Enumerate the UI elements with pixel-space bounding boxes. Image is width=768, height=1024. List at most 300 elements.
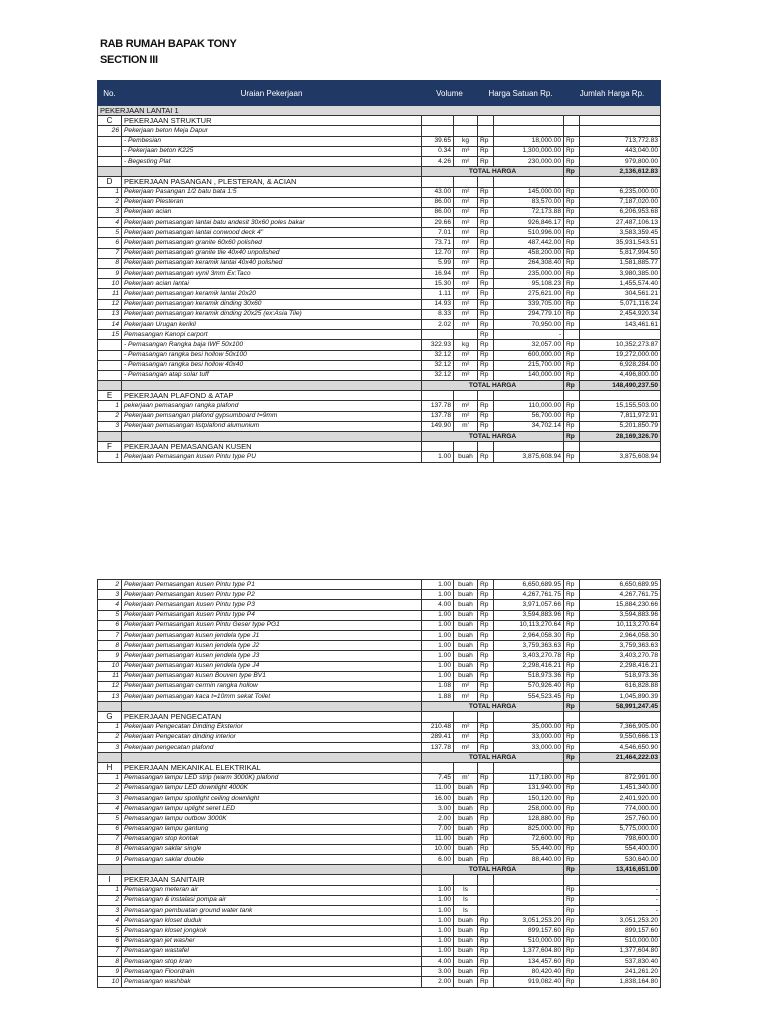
total-price-currency: Rp	[564, 671, 580, 681]
unit-price-currency	[478, 177, 494, 187]
total-price-currency: Rp	[564, 590, 580, 600]
item-unit	[454, 330, 478, 340]
total-price-currency: Rp	[564, 773, 580, 783]
total-price: 1,451,340.00	[580, 783, 661, 793]
unit-price: 117,180.00	[494, 773, 564, 783]
total-price: 537,830.40	[580, 956, 661, 966]
table-row	[98, 732, 661, 742]
item-description: - Pemasangan rangka besi hollow 40x40	[122, 360, 422, 370]
unit-price-currency	[478, 391, 494, 401]
total-price-currency: Rp	[564, 197, 580, 207]
total-value: 58,991,247.45	[580, 702, 661, 712]
item-description: Pekerjaan pemasangan keramik lantai 40x40 polished	[122, 258, 422, 268]
unit-price: 215,700.00	[494, 360, 564, 370]
unit-price-currency	[478, 126, 494, 136]
total-row	[98, 381, 661, 391]
unit-price-currency: Rp	[478, 248, 494, 258]
total-price-currency: Rp	[564, 350, 580, 360]
section-letter: D	[98, 177, 122, 187]
total-cell-no	[98, 432, 122, 442]
section-row	[98, 875, 661, 885]
total-price-currency: Rp	[564, 289, 580, 299]
total-price-currency: Rp	[564, 814, 580, 824]
item-unit: buah	[454, 630, 478, 640]
unit-price-currency: Rp	[478, 732, 494, 742]
item-unit	[454, 177, 478, 187]
item-volume: 1.00	[422, 895, 454, 905]
unit-price-currency: Rp	[478, 340, 494, 350]
item-description: Pemasangan lampu LED downlight 4000K	[122, 783, 422, 793]
total-price-currency: Rp	[564, 156, 580, 166]
item-unit: m²	[454, 238, 478, 248]
total-price: 2,401,920.00	[580, 793, 661, 803]
unit-price-currency: Rp	[478, 421, 494, 431]
table-row	[98, 401, 661, 411]
unit-price	[494, 875, 564, 885]
total-price-currency: Rp	[564, 238, 580, 248]
item-volume: 1.00	[422, 916, 454, 926]
item-volume: 1.08	[422, 681, 454, 691]
item-volume: 1.88	[422, 692, 454, 702]
column-header-no: No.	[98, 81, 122, 106]
unit-price: 3,403,270.78	[494, 651, 564, 661]
section-title: PEKERJAAN STRUKTUR	[122, 116, 422, 126]
item-number: 2	[98, 732, 122, 742]
item-unit: m²	[454, 309, 478, 319]
item-volume: 1.00	[422, 651, 454, 661]
item-volume: 15.30	[422, 279, 454, 289]
total-cell-blank	[122, 702, 422, 712]
item-unit: m²	[454, 299, 478, 309]
item-number: 8	[98, 844, 122, 854]
unit-price: 18,000.00	[494, 136, 564, 146]
total-price: 1,581,885.77	[580, 258, 661, 268]
total-price: 774,000.00	[580, 804, 661, 814]
item-description: Pekerjaan Pasangan 1/2 batu bata 1:5	[122, 187, 422, 197]
item-number: 5	[98, 926, 122, 936]
table-row	[98, 804, 661, 814]
table-row	[98, 834, 661, 844]
item-unit: buah	[454, 824, 478, 834]
unit-price-currency: Rp	[478, 350, 494, 360]
total-value: 148,490,237.50	[580, 381, 661, 391]
unit-price-currency	[478, 116, 494, 126]
total-label: TOTAL HARGA	[422, 702, 564, 712]
item-number	[98, 136, 122, 146]
total-row	[98, 702, 661, 712]
item-unit: m²	[454, 360, 478, 370]
total-price	[580, 391, 661, 401]
unit-price-currency: Rp	[478, 207, 494, 217]
table-row	[98, 187, 661, 197]
item-unit	[454, 126, 478, 136]
item-volume	[422, 875, 454, 885]
total-price-currency: Rp	[564, 279, 580, 289]
total-price: 899,157.60	[580, 926, 661, 936]
total-price-currency: Rp	[564, 630, 580, 640]
total-cell-no	[98, 865, 122, 875]
item-unit	[454, 712, 478, 722]
table-row	[98, 309, 661, 319]
unit-price: 131,940.00	[494, 783, 564, 793]
unit-price-currency: Rp	[478, 289, 494, 299]
item-number: 9	[98, 651, 122, 661]
item-volume: 16.94	[422, 269, 454, 279]
total-cell-no	[98, 381, 122, 391]
section-title: PEKERJAAN PASANGAN , PLESTERAN, & ACIAN	[122, 177, 422, 187]
unit-price-currency: Rp	[478, 956, 494, 966]
unit-price-currency: Rp	[478, 773, 494, 783]
item-number: 4	[98, 916, 122, 926]
total-price-currency	[564, 391, 580, 401]
unit-price-currency: Rp	[478, 136, 494, 146]
item-description: Pemasangan Floordrain	[122, 967, 422, 977]
unit-price: 70,950.00	[494, 319, 564, 329]
unit-price	[494, 906, 564, 916]
total-price	[580, 712, 661, 722]
item-description: Pemasangan pembuatan ground water tank	[122, 906, 422, 916]
item-number: 7	[98, 630, 122, 640]
total-price-currency: Rp	[564, 743, 580, 753]
item-description: Pekerjaan pemasangan kusen jendela type J4	[122, 661, 422, 671]
unit-price-currency	[478, 712, 494, 722]
unit-price-currency: Rp	[478, 967, 494, 977]
total-price: 143,461.61	[580, 319, 661, 329]
item-unit: m²	[454, 692, 478, 702]
item-volume	[422, 330, 454, 340]
unit-price-currency: Rp	[478, 279, 494, 289]
total-price-currency: Rp	[564, 248, 580, 258]
item-unit: buah	[454, 620, 478, 630]
item-volume: 137.78	[422, 411, 454, 421]
item-number: 1	[98, 722, 122, 732]
item-description: Pekerjaan pemasangan keramik lantai 20x20	[122, 289, 422, 299]
item-number: 4	[98, 804, 122, 814]
item-volume: 2.00	[422, 977, 454, 987]
unit-price	[494, 885, 564, 895]
total-price-currency: Rp	[564, 187, 580, 197]
total-price: 7,187,020.00	[580, 197, 661, 207]
total-price: 15,884,230.66	[580, 600, 661, 610]
item-unit: m²	[454, 411, 478, 421]
unit-price-currency: Rp	[478, 600, 494, 610]
item-volume: 12.70	[422, 248, 454, 258]
item-description: Pekerjaan Pemasangan kusen Pintu type PU	[122, 452, 422, 462]
item-number: 7	[98, 248, 122, 258]
unit-price-currency: Rp	[478, 630, 494, 640]
item-volume	[422, 116, 454, 126]
item-volume: 86.00	[422, 197, 454, 207]
total-cell-no	[98, 167, 122, 177]
item-volume: 149.90	[422, 421, 454, 431]
item-description: Pekerjaan pemasangan kaca t=10mm sekat Toilet	[122, 692, 422, 702]
unit-price: 258,000.00	[494, 804, 564, 814]
item-volume: 210.48	[422, 722, 454, 732]
item-volume: 86.00	[422, 207, 454, 217]
table-row	[98, 641, 661, 651]
item-volume: 1.00	[422, 580, 454, 590]
item-number: 3	[98, 793, 122, 803]
item-number: 1	[98, 885, 122, 895]
table-row	[98, 824, 661, 834]
item-number: 1	[98, 452, 122, 462]
table-row	[98, 651, 661, 661]
unit-price: 264,308.40	[494, 258, 564, 268]
unit-price-currency: Rp	[478, 238, 494, 248]
unit-price-currency	[478, 885, 494, 895]
unit-price-currency: Rp	[478, 743, 494, 753]
unit-price-currency: Rp	[478, 916, 494, 926]
item-unit: buah	[454, 926, 478, 936]
item-description: Pemasangan lampu uplight seret LED	[122, 804, 422, 814]
item-volume: 7.01	[422, 228, 454, 238]
item-volume	[422, 763, 454, 773]
rab-table-page-1	[97, 80, 661, 463]
item-unit: m'	[454, 773, 478, 783]
item-unit	[454, 391, 478, 401]
unit-price: 33,000.00	[494, 743, 564, 753]
total-currency: Rp	[564, 432, 580, 442]
item-unit: buah	[454, 804, 478, 814]
item-unit	[454, 875, 478, 885]
total-price-currency: Rp	[564, 218, 580, 228]
item-unit: buah	[454, 590, 478, 600]
unit-price: 3,594,883.96	[494, 610, 564, 620]
total-price: 2,454,920.34	[580, 309, 661, 319]
total-price: -	[580, 906, 661, 916]
unit-price-currency	[478, 763, 494, 773]
section-letter: H	[98, 763, 122, 773]
item-unit: m²	[454, 258, 478, 268]
total-price: 10,352,273.87	[580, 340, 661, 350]
item-unit: m²	[454, 289, 478, 299]
unit-price-currency: Rp	[478, 197, 494, 207]
total-price-currency: Rp	[564, 610, 580, 620]
unit-price-currency: Rp	[478, 218, 494, 228]
table-row	[98, 895, 661, 905]
unit-price-currency: Rp	[478, 844, 494, 854]
unit-price: 80,420.40	[494, 967, 564, 977]
total-price: 3,051,253.20	[580, 916, 661, 926]
total-label: TOTAL HARGA	[422, 432, 564, 442]
item-description: Pekerjaan pemasangan keramik dinding 30x60	[122, 299, 422, 309]
total-price: 3,759,363.63	[580, 641, 661, 651]
total-price-currency: Rp	[564, 299, 580, 309]
item-description: Pekerjaan Pengecatan Dinding Eksterior	[122, 722, 422, 732]
item-unit: buah	[454, 956, 478, 966]
item-unit: buah	[454, 793, 478, 803]
item-volume	[422, 177, 454, 187]
total-price: 713,772.83	[580, 136, 661, 146]
unit-price-currency: Rp	[478, 681, 494, 691]
unit-price: 88,440.00	[494, 855, 564, 865]
item-description: Pekerjaan pemasangan lantai conwood deck 4"	[122, 228, 422, 238]
total-price: 1,045,890.39	[580, 692, 661, 702]
item-unit: buah	[454, 783, 478, 793]
table-row	[98, 793, 661, 803]
unit-price: 1,377,604.80	[494, 946, 564, 956]
unit-price-currency: Rp	[478, 620, 494, 630]
unit-price: 32,057.00	[494, 340, 564, 350]
item-number: 13	[98, 692, 122, 702]
item-unit: buah	[454, 651, 478, 661]
item-number	[98, 156, 122, 166]
unit-price: 487,442.00	[494, 238, 564, 248]
total-currency: Rp	[564, 702, 580, 712]
item-unit: buah	[454, 580, 478, 590]
unit-price: 83,570.00	[494, 197, 564, 207]
total-price: 798,600.00	[580, 834, 661, 844]
total-price: 304,561.21	[580, 289, 661, 299]
unit-price-currency: Rp	[478, 228, 494, 238]
item-unit: ls	[454, 885, 478, 895]
total-cell-no	[98, 702, 122, 712]
table-row	[98, 814, 661, 824]
unit-price-currency: Rp	[478, 804, 494, 814]
total-price-currency: Rp	[564, 926, 580, 936]
total-price: 6,650,689.95	[580, 580, 661, 590]
item-description: - Pembesian	[122, 136, 422, 146]
item-description: Pemasangan kloset jongkok	[122, 926, 422, 936]
total-price-currency	[564, 442, 580, 452]
total-price-currency: Rp	[564, 681, 580, 691]
item-description: Pekerjaan beton Meja Dapur	[122, 126, 422, 136]
total-row	[98, 167, 661, 177]
unit-price: 919,082.40	[494, 977, 564, 987]
table-row	[98, 269, 661, 279]
unit-price: 899,157.60	[494, 926, 564, 936]
item-volume: 1.00	[422, 936, 454, 946]
table-row	[98, 967, 661, 977]
item-unit: m²	[454, 370, 478, 380]
total-price: 1,838,164.80	[580, 977, 661, 987]
total-price-currency: Rp	[564, 370, 580, 380]
unit-price-currency	[478, 906, 494, 916]
table-row	[98, 743, 661, 753]
item-description: pekerjaan pemasangan rangka plafond	[122, 401, 422, 411]
total-price-currency: Rp	[564, 207, 580, 217]
group-title: PEKERJAAN LANTAI 1	[98, 106, 661, 116]
total-price-currency: Rp	[564, 834, 580, 844]
unit-price-currency	[478, 895, 494, 905]
column-header-jumlah-harga: Jumlah Harga Rp.	[564, 81, 661, 106]
total-price	[580, 763, 661, 773]
total-value: 21,464,222.03	[580, 753, 661, 763]
total-price: -	[580, 895, 661, 905]
unit-price	[494, 177, 564, 187]
item-unit: m²	[454, 350, 478, 360]
table-row	[98, 421, 661, 431]
total-price: 4,267,761.75	[580, 590, 661, 600]
unit-price-currency: Rp	[478, 834, 494, 844]
item-number: 3	[98, 743, 122, 753]
total-price-currency	[564, 177, 580, 187]
table-row	[98, 146, 661, 156]
total-price-currency: Rp	[564, 956, 580, 966]
item-unit: m²	[454, 197, 478, 207]
total-price: 3,583,359.45	[580, 228, 661, 238]
unit-price-currency: Rp	[478, 610, 494, 620]
item-volume: 29.66	[422, 218, 454, 228]
total-price-currency: Rp	[564, 411, 580, 421]
item-volume: 32.12	[422, 370, 454, 380]
item-description: Pemasangan lampu gantung	[122, 824, 422, 834]
total-price-currency: Rp	[564, 692, 580, 702]
total-price-currency: Rp	[564, 977, 580, 987]
item-volume: 137.78	[422, 401, 454, 411]
table-row	[98, 197, 661, 207]
total-price-currency: Rp	[564, 319, 580, 329]
total-price: 241,261.20	[580, 967, 661, 977]
total-price-currency: Rp	[564, 641, 580, 651]
item-description: Pemasangan meteran air	[122, 885, 422, 895]
section-letter: C	[98, 116, 122, 126]
table-row	[98, 681, 661, 691]
table-header-row	[98, 81, 661, 106]
item-number: 7	[98, 834, 122, 844]
unit-price: 128,880.00	[494, 814, 564, 824]
table-row	[98, 783, 661, 793]
table-row	[98, 411, 661, 421]
total-price-currency	[564, 712, 580, 722]
document-title: RAB RUMAH BAPAK TONY	[100, 38, 237, 50]
unit-price: 34,702.14	[494, 421, 564, 431]
unit-price: 10,113,270.64	[494, 620, 564, 630]
item-unit: m'	[454, 421, 478, 431]
total-price	[580, 442, 661, 452]
total-price-currency: Rp	[564, 936, 580, 946]
item-volume: 289.41	[422, 732, 454, 742]
unit-price-currency	[478, 875, 494, 885]
total-price: 10,113,270.64	[580, 620, 661, 630]
item-unit: kg	[454, 136, 478, 146]
total-price-currency: Rp	[564, 824, 580, 834]
section-row	[98, 712, 661, 722]
unit-price-currency: Rp	[478, 824, 494, 834]
item-description: - Pemasangan rangka besi hollow 50x100	[122, 350, 422, 360]
item-description: Pekerjaan pemasangan kusen jendela type J2	[122, 641, 422, 651]
item-number	[98, 146, 122, 156]
item-number: 2	[98, 580, 122, 590]
table-row	[98, 238, 661, 248]
item-unit: buah	[454, 967, 478, 977]
item-unit: buah	[454, 916, 478, 926]
item-number: 1	[98, 773, 122, 783]
unit-price-currency: Rp	[478, 370, 494, 380]
item-number: 8	[98, 258, 122, 268]
item-volume: 1.00	[422, 620, 454, 630]
item-description: Pekerjaan acian	[122, 207, 422, 217]
table-row	[98, 319, 661, 329]
unit-price: 140,000.00	[494, 370, 564, 380]
item-number: 14	[98, 319, 122, 329]
total-price-currency: Rp	[564, 804, 580, 814]
table-row	[98, 248, 661, 258]
total-price: 6,206,953.68	[580, 207, 661, 217]
item-number: 2	[98, 783, 122, 793]
total-price-currency: Rp	[564, 600, 580, 610]
total-price-currency: Rp	[564, 885, 580, 895]
total-row	[98, 753, 661, 763]
unit-price	[494, 712, 564, 722]
unit-price	[494, 895, 564, 905]
item-unit: m²	[454, 279, 478, 289]
item-unit: m³	[454, 146, 478, 156]
rab-table-page-2	[97, 579, 661, 988]
unit-price: 145,000.00	[494, 187, 564, 197]
item-description: Pekerjaan Plesteran	[122, 197, 422, 207]
item-volume: 7.00	[422, 824, 454, 834]
